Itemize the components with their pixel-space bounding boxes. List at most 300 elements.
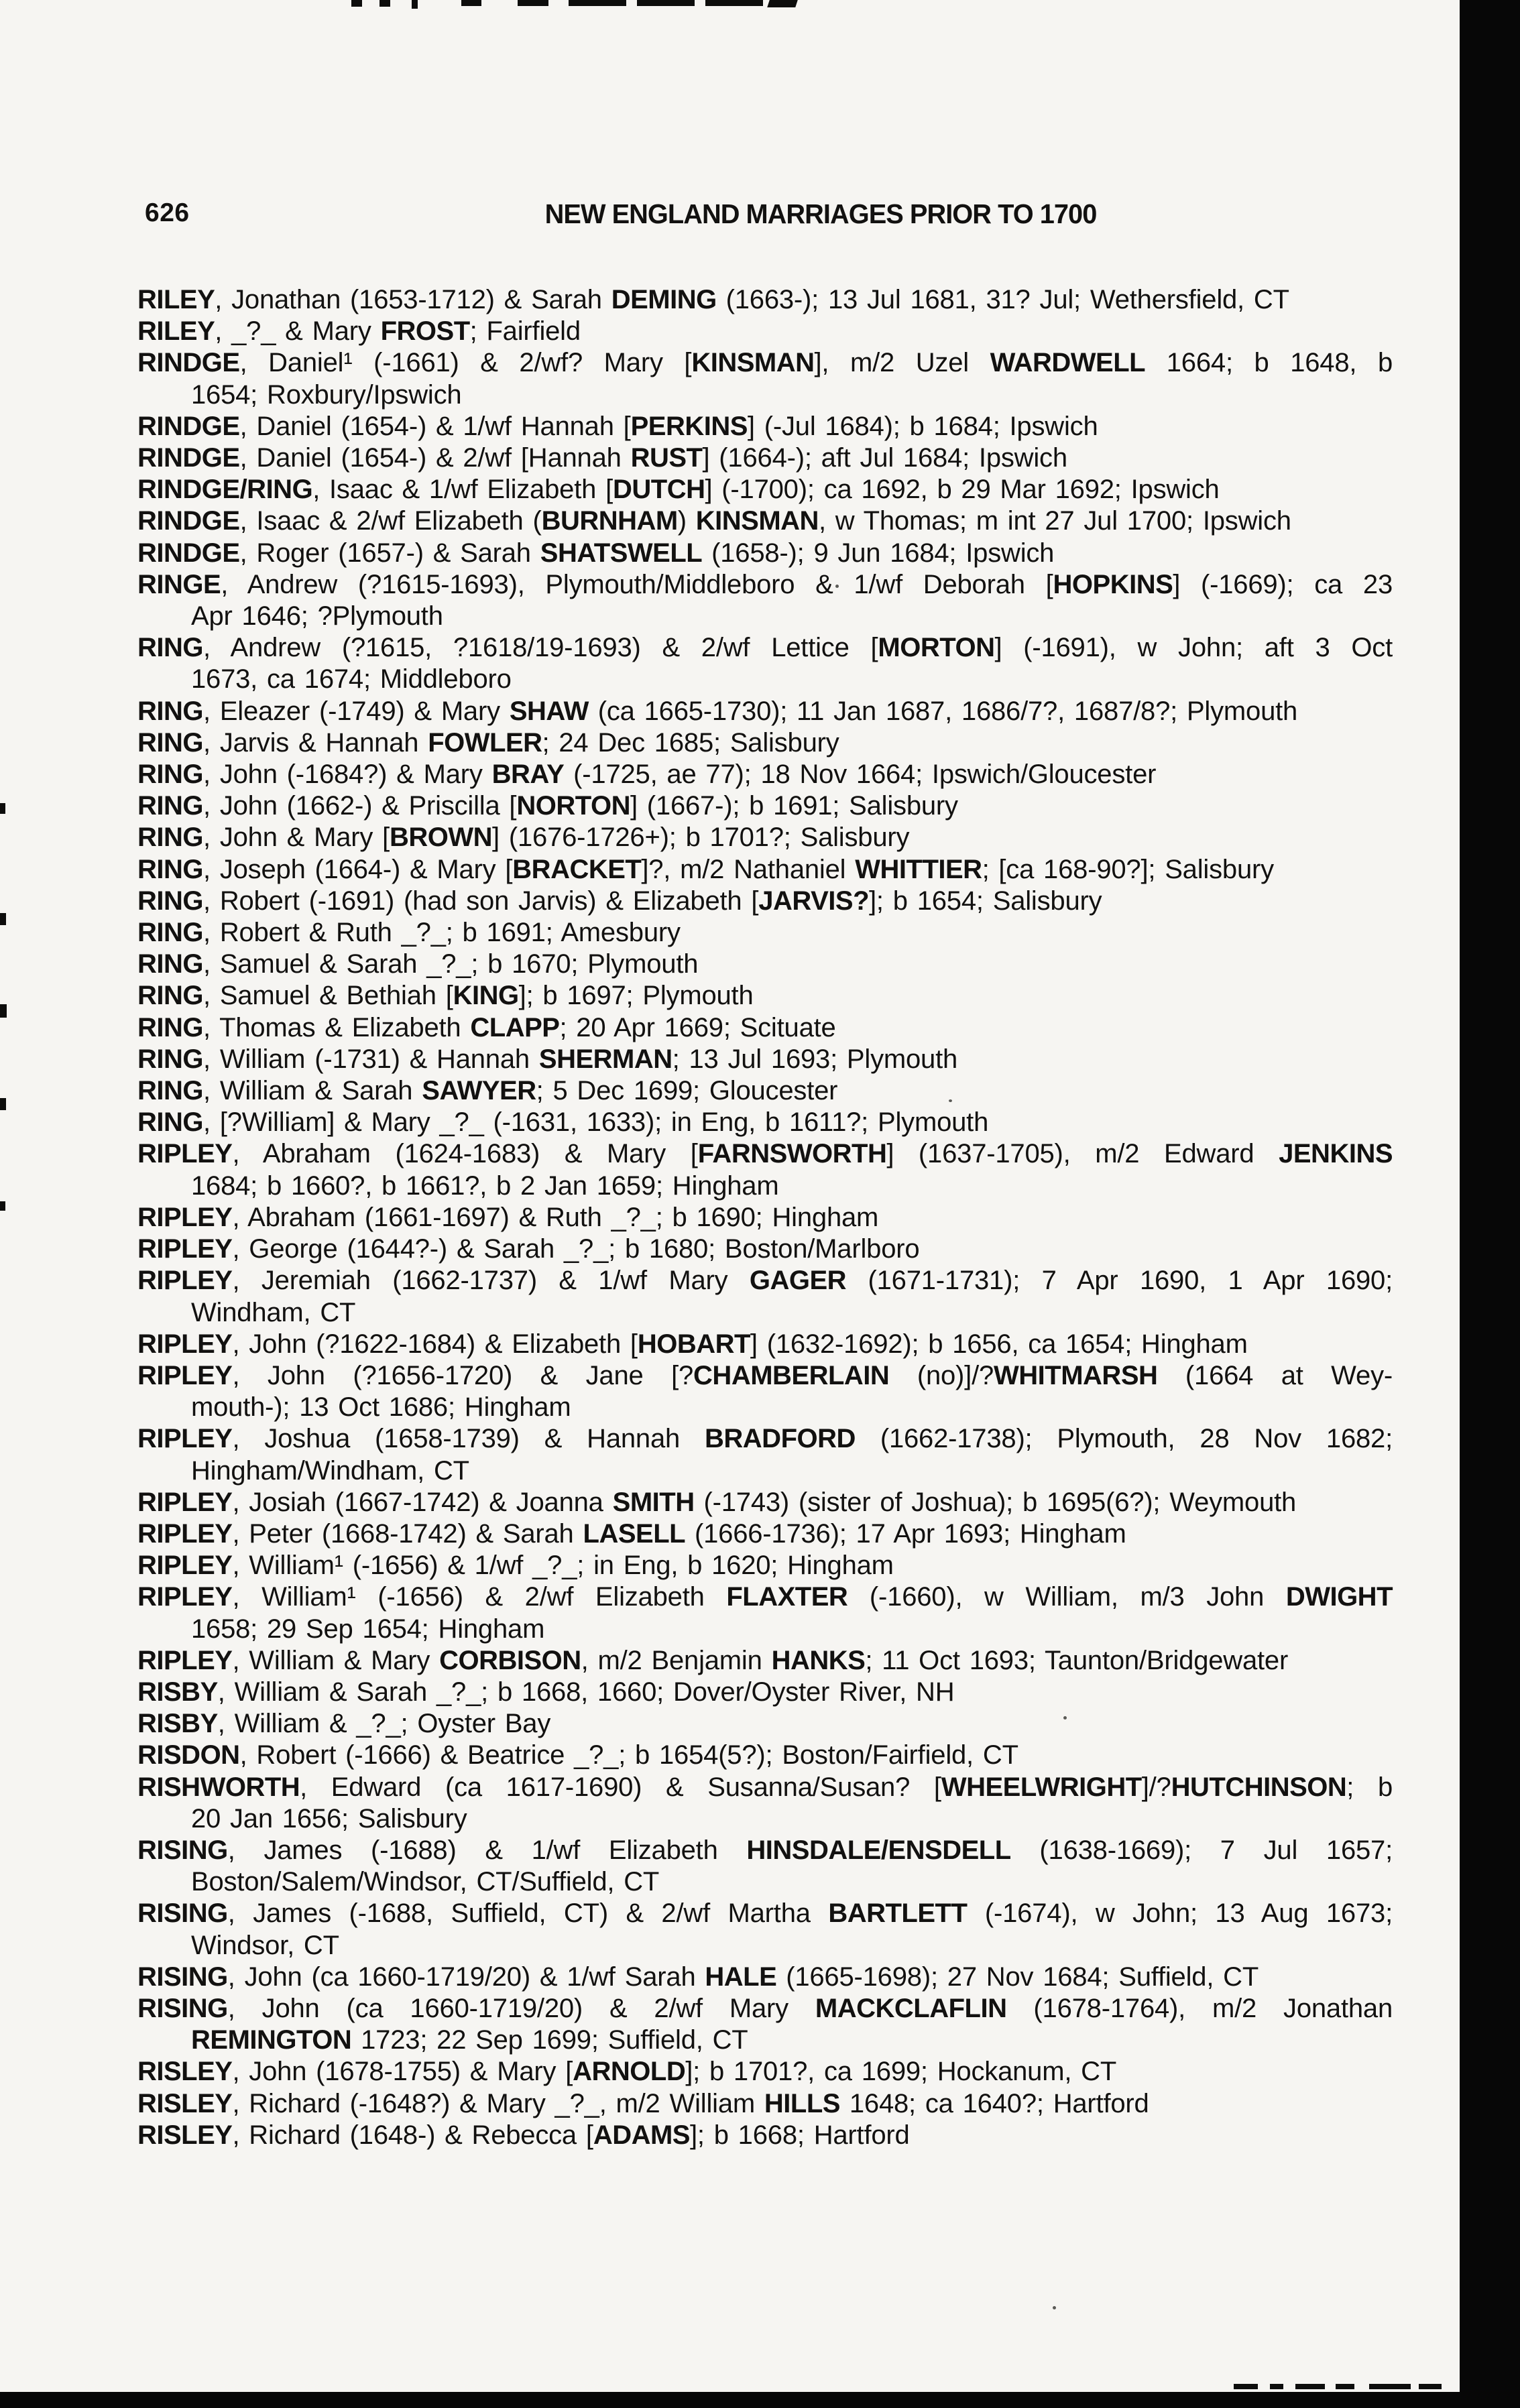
entry (137, 316, 1393, 347)
entry-line (137, 442, 1393, 474)
page-header (137, 198, 1393, 231)
surname-bold: BARTLETT (828, 1899, 968, 1929)
entry-line (137, 1708, 1393, 1740)
surname-bold: RIPLEY (137, 1360, 233, 1390)
entry-line (137, 1297, 1393, 1329)
entry-text: , John (1678-1755) & Mary [ (232, 2057, 573, 2087)
entry (137, 284, 1393, 316)
entry (137, 1835, 1393, 1898)
surname-bold: RINDGE (137, 348, 240, 378)
entry-line (137, 316, 1393, 347)
entry (137, 1645, 1393, 1677)
entry-line (137, 1614, 1393, 1645)
entry-text: (no)]/? (889, 1360, 994, 1390)
entry-list (137, 284, 1393, 2151)
surname-bold: RIPLEY (137, 1139, 233, 1169)
entry-text: (-1660), w William, m/3 John (847, 1582, 1286, 1612)
surname-bold: KINSMAN (691, 348, 815, 378)
entry (137, 1233, 1393, 1265)
page-number: 626 (145, 198, 190, 227)
surname-bold: CORBISON (439, 1645, 581, 1675)
entry-text: , George (1644?-) & Sarah _?_; b 1680; Boston/Marlboro (232, 1234, 920, 1264)
entry-line (137, 696, 1393, 727)
entry-text: , John (?1656-1720) & Jane [? (232, 1360, 694, 1390)
surname-bold: RING (137, 727, 203, 758)
entry-text: 1684; b 1660?, b 1661?, b 2 Jan 1659; Hingham (191, 1170, 779, 1201)
entry-text: , James (-1688) & 1/wf Elizabeth (227, 1835, 747, 1865)
entry-text: , Samuel & Sarah _?_; b 1670; Plymouth (203, 949, 699, 979)
entry-text: 1723; 22 Sep 1699; Suffield, CT (351, 2025, 748, 2055)
entry-text: , Samuel & Bethiah [ (203, 981, 453, 1011)
surname-bold: RISHWORTH (137, 1772, 300, 1802)
scan-edge-right (1460, 0, 1520, 2408)
entry-line (137, 1930, 1393, 1962)
entry-text: , Edward (ca 1617-1690) & Susanna/Susan? [ (300, 1772, 941, 1802)
page-title: NEW ENGLAND MARRIAGES PRIOR TO 1700 (544, 198, 1097, 229)
scan-artifact (351, 0, 362, 7)
entry (137, 696, 1393, 727)
surname-bold: KINSMAN (695, 506, 819, 536)
entry (137, 1581, 1393, 1644)
surname-bold: ARNOLD (573, 2057, 686, 2087)
surname-bold: BRADFORD (705, 1424, 856, 1454)
entry-text: , Abraham (1661-1697) & Ruth _?_; b 1690; Hingham (232, 1202, 879, 1232)
surname-bold: BURNHAM (541, 506, 678, 536)
entry-text: ; [ca 168-90?]; Salisbury (982, 854, 1274, 884)
entry (137, 1487, 1393, 1518)
surname-bold: RIPLEY (137, 1487, 233, 1517)
entry-text: ; b (1346, 1772, 1393, 1802)
surname-bold: HUTCHINSON (1171, 1772, 1347, 1802)
entry-text: 1654; Roxbury/Ipswich (191, 379, 462, 410)
entry-text: (1671-1731); 7 Apr 1690, 1 Apr 1690; (846, 1266, 1393, 1296)
scan-artifact (0, 1004, 7, 1018)
entry (137, 538, 1393, 569)
entry (137, 569, 1393, 632)
entry (137, 727, 1393, 759)
entry-text: , John & Mary [ (203, 823, 390, 853)
surname-bold: PERKINS (630, 411, 748, 441)
entry-text: ) (677, 506, 696, 536)
entry-text: (-1674), w John; 13 Aug 1673; (967, 1899, 1393, 1929)
entry-text: , John (1662-) & Priscilla [ (203, 791, 517, 821)
entry-text: 1658; 29 Sep 1654; Hingham (191, 1614, 545, 1644)
scan-artifact (705, 0, 763, 6)
scan-artifact (1270, 2384, 1283, 2389)
entry-text: ] (-1669); ca 23 (1173, 569, 1393, 599)
entry-text: , John (-1684?) & Mary (203, 760, 492, 790)
entry-line (137, 347, 1393, 379)
entry (137, 1202, 1393, 1233)
entry-line (137, 1518, 1393, 1550)
surname-bold: RING (137, 696, 203, 726)
entry-text: , Robert (-1691) (had son Jarvis) & Elizabeth [ (203, 886, 759, 916)
entry-text: (ca 1665-1730); 11 Jan 1687, 1686/7?, 1687/8?; Plymouth (588, 696, 1298, 726)
scan-artifact (1295, 2384, 1325, 2389)
surname-bold: BROWN (390, 823, 493, 853)
entry-line (137, 1170, 1393, 1202)
surname-bold: RINDGE (137, 443, 240, 473)
entry-text: , Peter (1668-1742) & Sarah (232, 1518, 583, 1549)
surname-bold: LASELL (583, 1518, 686, 1549)
entry-line (137, 1898, 1393, 1929)
surname-bold: RINDGE (137, 538, 240, 568)
entry (137, 474, 1393, 505)
scan-artifact (637, 0, 695, 6)
surname-bold: CHAMBERLAIN (693, 1360, 890, 1390)
scan-artifact (0, 913, 6, 925)
entry-text: (1663-); 13 Jul 1681, 31? Jul; Wethersfield, CT (716, 285, 1289, 314)
entry (137, 1360, 1393, 1423)
surname-bold: BRACKET (512, 854, 642, 884)
entry-text: , Roger (1657-) & Sarah (239, 538, 540, 568)
entry (137, 759, 1393, 790)
surname-bold: RISBY (137, 1677, 218, 1707)
entry-text: , Robert & Ruth _?_; b 1691; Amesbury (203, 918, 681, 948)
surname-bold: RIPLEY (137, 1645, 233, 1675)
entry-text: , William (-1731) & Hannah (203, 1044, 539, 1074)
surname-bold: BRAY (491, 760, 565, 790)
entry-line (137, 727, 1393, 759)
entry-line (137, 2120, 1393, 2151)
surname-bold: GAGER (749, 1266, 847, 1296)
entry-line (137, 2088, 1393, 2120)
entry-line (137, 1392, 1393, 1423)
entry-text: , William¹ (-1656) & 2/wf Elizabeth (232, 1582, 727, 1612)
entry-text: ; Fairfield (469, 316, 581, 347)
entry-text: 1664; b 1648, b (1145, 348, 1393, 378)
entry (137, 442, 1393, 474)
surname-bold: CLAPP (470, 1012, 560, 1042)
entry-line (137, 1138, 1393, 1170)
entry-text: (-1743) (sister of Joshua); b 1695(6?); Weymouth (694, 1487, 1297, 1517)
entry-line (137, 538, 1393, 569)
surname-bold: RING (137, 854, 203, 884)
entry (137, 632, 1393, 695)
surname-bold: RING (137, 1107, 203, 1138)
entry-line (137, 1044, 1393, 1075)
entry-text: ; 20 Apr 1669; Scituate (559, 1012, 836, 1042)
surname-bold: RIPLEY (137, 1582, 233, 1612)
surname-bold: RIPLEY (137, 1266, 233, 1296)
entry-text: , James (-1688, Suffield, CT) & 2/wf Martha (227, 1899, 829, 1929)
surname-bold: SHAW (509, 696, 589, 726)
entry-line (137, 664, 1393, 695)
entry-line (137, 2025, 1393, 2056)
scan-artifact (379, 0, 390, 7)
entry-line (137, 886, 1393, 917)
surname-bold: HOBART (637, 1329, 750, 1359)
entry (137, 1107, 1393, 1138)
surname-bold: SAWYER (422, 1076, 536, 1106)
entry-line (137, 949, 1393, 980)
entry (137, 822, 1393, 853)
entry-line (137, 632, 1393, 664)
entry-text: ] (-Jul 1684); b 1684; Ipswich (747, 411, 1098, 441)
entry-line (137, 474, 1393, 505)
entry-text: mouth-); 13 Oct 1686; Hingham (191, 1392, 571, 1423)
entry-line (137, 1962, 1393, 1993)
surname-bold: RISLEY (137, 2057, 233, 2087)
entry-text: Windham, CT (191, 1297, 356, 1327)
entry (137, 980, 1393, 1012)
scan-artifact (767, 0, 798, 7)
surname-bold: RIPLEY (137, 1202, 233, 1232)
entry (137, 886, 1393, 917)
entry-text: , Joseph (1664-) & Mary [ (203, 854, 513, 884)
entry-line (137, 1645, 1393, 1677)
entry-text: ; 5 Dec 1699; Gloucester (536, 1076, 838, 1106)
entry-line (137, 1075, 1393, 1107)
scan-artifact (1419, 2384, 1442, 2389)
entry-text: , John (?1622-1684) & Elizabeth [ (232, 1329, 638, 1359)
entry (137, 1044, 1393, 1075)
entry-text: (1638-1669); 7 Jul 1657; (1010, 1835, 1393, 1865)
entry (137, 1708, 1393, 1740)
entry (137, 949, 1393, 980)
entry-line (137, 601, 1393, 632)
entry-text: ] (-1700); ca 1692, b 29 Mar 1692; Ipswich (705, 475, 1220, 505)
entry-text: ; 11 Oct 1693; Taunton/Bridgewater (865, 1645, 1289, 1675)
scan-artifact (1234, 2384, 1258, 2389)
entry-text: , Andrew (?1615, ?1618/19-1693) & 2/wf Lettice [ (203, 633, 878, 663)
entry-text: (-1725, ae 77); 18 Nov 1664; Ipswich/Gloucester (564, 760, 1157, 790)
entry-text: , Daniel¹ (-1661) & 2/wf? Mary [ (239, 348, 692, 378)
entry-text: , Jarvis & Hannah (203, 727, 428, 758)
entry-line (137, 822, 1393, 853)
entry-text: , Richard (-1648?) & Mary _?_, m/2 William (232, 2088, 764, 2118)
entry (137, 411, 1393, 442)
entry-line (137, 759, 1393, 790)
entry (137, 1993, 1393, 2056)
entry-text: ]; b 1668; Hartford (689, 2120, 910, 2150)
entry-text: , William & _?_; Oyster Bay (217, 1709, 551, 1739)
entry-text: ], m/2 Uzel (814, 348, 990, 378)
entry-text: , Daniel (1654-) & 2/wf [Hannah (239, 443, 631, 473)
entry-text: , m/2 Benjamin (581, 1645, 772, 1675)
entry-line (137, 1550, 1393, 1581)
entry-text: ]/? (1141, 1772, 1171, 1802)
entry-text: ]?, m/2 Nathaniel (641, 854, 856, 884)
surname-bold: RIPLEY (137, 1551, 233, 1581)
surname-bold: RING (137, 1012, 203, 1042)
entry-text: , Jonathan (1653-1712) & Sarah (215, 285, 611, 314)
scan-noise-dot (1053, 2306, 1056, 2309)
surname-bold: FOWLER (428, 727, 542, 758)
entry-text: , John (ca 1660-1719/20) & 2/wf Mary (227, 1993, 815, 2023)
surname-bold: RING (137, 918, 203, 948)
surname-bold: RING (137, 981, 203, 1011)
entry-text: ]; b 1701?, ca 1699; Hockanum, CT (685, 2057, 1117, 2087)
entry (137, 1423, 1393, 1486)
entry-text: , Daniel (1654-) & 1/wf Hannah [ (239, 411, 631, 441)
entry (137, 1329, 1393, 1360)
entry (137, 1075, 1393, 1107)
surname-bold: FARNSWORTH (697, 1139, 887, 1169)
surname-bold: JENKINS (1279, 1139, 1393, 1169)
surname-bold: HALE (705, 1962, 777, 1992)
entry-text: Windsor, CT (191, 1930, 339, 1960)
entry-text: 20 Jan 1656; Salisbury (191, 1803, 467, 1833)
surname-bold: NORTON (516, 791, 630, 821)
surname-bold: KING (453, 981, 519, 1011)
entry-line (137, 1803, 1393, 1835)
surname-bold: DUTCH (612, 475, 705, 505)
entry-line (137, 980, 1393, 1012)
entry-text: (1665-1698); 27 Nov 1684; Suffield, CT (776, 1962, 1259, 1992)
entry-text: , William & Mary (232, 1645, 440, 1675)
entry (137, 1772, 1393, 1835)
surname-bold: DWIGHT (1285, 1582, 1393, 1612)
entry-text: , Eleazer (-1749) & Mary (203, 696, 510, 726)
entry-text: (1658-); 9 Jun 1684; Ipswich (702, 538, 1055, 568)
scan-artifact (461, 0, 481, 6)
entry-line (137, 1677, 1393, 1708)
surname-bold: WHEELWRIGHT (941, 1772, 1142, 1802)
surname-bold: RINDGE (137, 411, 240, 441)
surname-bold: DEMING (611, 285, 717, 314)
entry (137, 1518, 1393, 1550)
surname-bold: MACKCLAFLIN (815, 1993, 1007, 2023)
entry (137, 790, 1393, 822)
surname-bold: RISING (137, 1962, 228, 1992)
surname-bold: SHATSWELL (540, 538, 703, 568)
entry-text: , Jeremiah (1662-1737) & 1/wf Mary (232, 1266, 750, 1296)
entry-text: Hingham/Windham, CT (191, 1455, 469, 1486)
entry-line (137, 1866, 1393, 1898)
surname-bold: WARDWELL (990, 348, 1146, 378)
entry (137, 2088, 1393, 2120)
surname-bold: RING (137, 1044, 203, 1074)
surname-bold: RISING (137, 1835, 228, 1865)
entry-line (137, 1012, 1393, 1044)
entry (137, 1138, 1393, 1201)
scan-artifact (518, 0, 548, 6)
surname-bold: JARVIS? (758, 886, 869, 916)
entry-line (137, 1107, 1393, 1138)
entry-text: ] (1676-1726+); b 1701?; Salisbury (492, 823, 910, 853)
surname-bold: REMINGTON (191, 2025, 352, 2055)
entry-text: , Abraham (1624-1683) & Mary [ (232, 1139, 698, 1169)
surname-bold: WHITMARSH (994, 1360, 1158, 1390)
entry-text: ; 24 Dec 1685; Salisbury (542, 727, 839, 758)
entry-text: , William & Sarah (203, 1076, 422, 1106)
entry-text: , Joshua (1658-1739) & Hannah (232, 1424, 705, 1454)
entry-text: ; 13 Jul 1693; Plymouth (672, 1044, 958, 1074)
surname-bold: FROST (380, 316, 470, 347)
entry-line (137, 1455, 1393, 1487)
entry-line (137, 854, 1393, 886)
entry-line (137, 2056, 1393, 2088)
entry-line (137, 1581, 1393, 1613)
entry-text: , Isaac & 2/wf Elizabeth ( (239, 506, 542, 536)
scan-artifact (569, 0, 626, 6)
entry (137, 1677, 1393, 1708)
entry (137, 1012, 1393, 1044)
entry-text: 1648; ca 1640?; Hartford (839, 2088, 1149, 2118)
scan-artifact (1369, 2384, 1411, 2389)
surname-bold: RING (137, 760, 203, 790)
surname-bold: RILEY (137, 285, 215, 314)
entry-text: ]; b 1654; Salisbury (869, 886, 1102, 916)
entry-line (137, 1202, 1393, 1233)
entry-text: , [?William] & Mary _?_ (-1631, 1633); in Eng, b 1611?; Plymouth (203, 1107, 989, 1138)
entry-line (137, 1265, 1393, 1297)
entry (137, 505, 1393, 537)
entry-line (137, 790, 1393, 822)
surname-bold: RINGE (137, 569, 221, 599)
scan-artifact (0, 1098, 6, 1110)
entry-text: Boston/Salem/Windsor, CT/Suffield, CT (191, 1867, 660, 1897)
surname-bold: RING (137, 823, 203, 853)
entry-text: Apr 1646; ?Plymouth (191, 601, 443, 631)
entry-line (137, 1423, 1393, 1455)
entry-text: , Richard (1648-) & Rebecca [ (232, 2120, 593, 2150)
entry-line (137, 1835, 1393, 1866)
surname-bold: HINSDALE/ENSDELL (746, 1835, 1011, 1865)
surname-bold: HILLS (764, 2088, 840, 2118)
entry (137, 1962, 1393, 1993)
surname-bold: FLAXTER (726, 1582, 848, 1612)
surname-bold: RING (137, 791, 203, 821)
entry-line (137, 505, 1393, 537)
scan-artifact (1336, 2384, 1354, 2389)
entry-text: ]; b 1697; Plymouth (518, 981, 754, 1011)
entry-text: , Andrew (?1615-1693), Plymouth/Middleboro & 1/wf Deborah [ (221, 569, 1053, 599)
entry-line (137, 1740, 1393, 1771)
entry (137, 854, 1393, 886)
entry (137, 1265, 1393, 1328)
entry (137, 1898, 1393, 1961)
scan-artifact (0, 1201, 5, 1211)
entry (137, 2056, 1393, 2088)
entry-text: , Thomas & Elizabeth (203, 1012, 471, 1042)
surname-bold: RUST (630, 443, 703, 473)
entry-line (137, 917, 1393, 949)
entry-text: , Isaac & 1/wf Elizabeth [ (312, 475, 613, 505)
surname-bold: RING (137, 633, 203, 663)
entry-text: , John (ca 1660-1719/20) & 1/wf Sarah (227, 1962, 705, 1992)
surname-bold: RISBY (137, 1709, 218, 1739)
surname-bold: RING (137, 886, 203, 916)
entry-line (137, 569, 1393, 601)
entry-text: , William¹ (-1656) & 1/wf _?_; in Eng, b 1620; Hingham (232, 1551, 894, 1581)
entry-text: (1678-1764), m/2 Jonathan (1006, 1993, 1393, 2023)
surname-bold: RISING (137, 1899, 228, 1929)
entry-text: (1666-1736); 17 Apr 1693; Hingham (685, 1518, 1126, 1549)
entry (137, 917, 1393, 949)
entry-line (137, 1329, 1393, 1360)
surname-bold: RISING (137, 1993, 228, 2023)
entry-line (137, 1233, 1393, 1265)
surname-bold: RINDGE (137, 506, 240, 536)
entry-text: ] (1637-1705), m/2 Edward (886, 1139, 1279, 1169)
entry (137, 1740, 1393, 1771)
surname-bold: RISLEY (137, 2088, 233, 2118)
surname-bold: HANKS (771, 1645, 866, 1675)
surname-bold: RINDGE/RING (137, 475, 313, 505)
surname-bold: RIPLEY (137, 1329, 233, 1359)
surname-bold: MORTON (878, 633, 995, 663)
entry-text: (1664 at Wey- (1157, 1360, 1393, 1390)
scan-artifact (412, 0, 418, 9)
entry-line (137, 284, 1393, 316)
entry-text: ] (-1691), w John; aft 3 Oct (994, 633, 1393, 663)
scan-artifact (0, 803, 5, 814)
entry (137, 347, 1393, 410)
entry-line (137, 379, 1393, 411)
entry-text: 1673, ca 1674; Middleboro (191, 664, 512, 695)
